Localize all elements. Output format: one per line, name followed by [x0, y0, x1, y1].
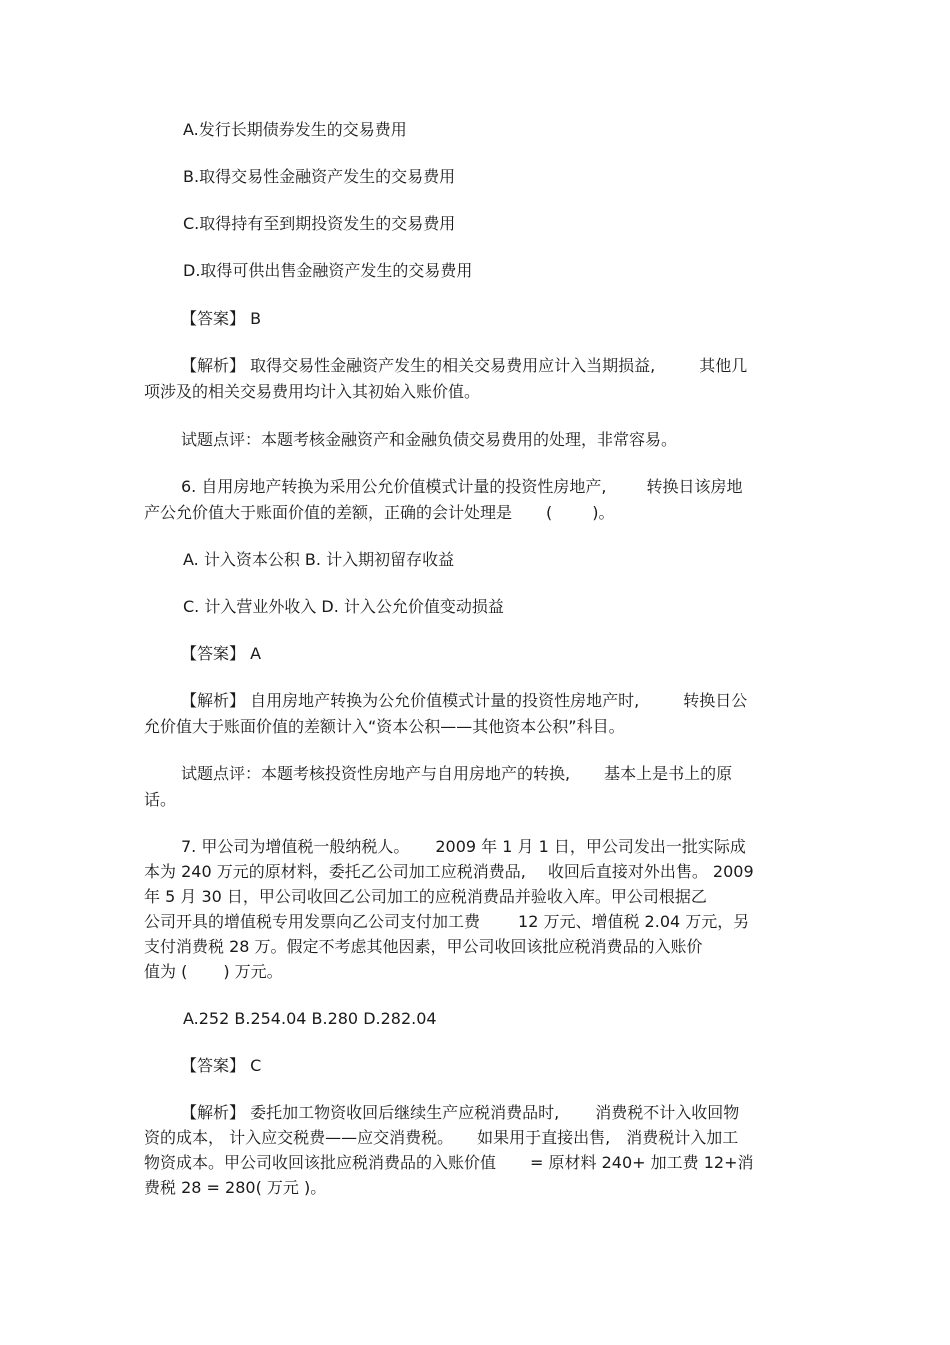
q6-analysis-line1	[181, 690, 747, 712]
q7-stem-line6b: ) 万元。	[223, 962, 283, 981]
q6-stem-line1a: 6. 自用房地产转换为采用公允价值模式计量的投资性房地产,	[181, 477, 607, 496]
q5-option-d: D.取得可供出售金融资产发生的交易费用	[183, 261, 473, 280]
q7-stem-line1a: 7. 甲公司为增值税一般纳税人。	[181, 837, 410, 856]
q7-stem-line1b: 2009 年 1 月 1 日，甲公司发出一批实际成	[435, 837, 746, 856]
q5-answer: 【答案】 B	[181, 309, 262, 328]
q5-option-b: B.取得交易性金融资产发生的交易费用	[183, 167, 456, 186]
q7-stem-line4	[144, 911, 749, 933]
q7-analysis-line4: 费税 28 = 280( 万元 )。	[144, 1178, 327, 1197]
q7-analysis-line2b: 如果用于直接出售,	[477, 1128, 611, 1147]
q6-stem-line1	[181, 476, 742, 498]
q7-stem-line6	[144, 961, 283, 983]
q7-answer: 【答案】 C	[181, 1056, 262, 1075]
q7-analysis-line3	[144, 1152, 753, 1174]
q7-analysis-line3b: = 原材料 240+ 加工费 12+消	[530, 1153, 754, 1172]
q5-comment: 试题点评：本题考核金融资产和金融负债交易费用的处理，非常容易。	[181, 430, 678, 449]
q7-analysis-line1a: 【解析】 委托加工物资收回后继续生产应税消费品时,	[181, 1103, 560, 1122]
q6-analysis-line1b: 转换日公	[683, 691, 748, 710]
q6-comment-line2: 话。	[144, 790, 177, 809]
q5-analysis	[181, 355, 747, 377]
q7-stem-line4b: 12 万元、增值税 2.04 万元，另	[518, 912, 750, 931]
q7-stem-line2a: 本为 240 万元的原材料，委托乙公司加工应税消费品,	[144, 862, 526, 881]
q7-analysis-line2	[144, 1127, 738, 1149]
q5-option-a: A.发行长期债券发生的交易费用	[183, 120, 407, 139]
q5-analysis-line1b: 其他几	[699, 356, 748, 375]
q7-stem-line1	[181, 836, 746, 858]
q6-analysis-line1a: 【解析】 自用房地产转换为公允价值模式计量的投资性房地产时,	[181, 691, 640, 710]
q7-analysis-line1	[181, 1102, 739, 1124]
q6-comment-line1b: 基本上是书上的原	[604, 764, 733, 783]
q7-stem-line2	[144, 861, 754, 883]
q7-stem-line5: 支付消费税 28 万。假定不考虑其他因素，甲公司收回该批应税消费品的入账价	[144, 937, 703, 956]
q6-analysis-line2: 允价值大于账面价值的差额计入“资本公积——其他资本公积”科目。	[144, 717, 625, 736]
q6-stem-paren-close: )。	[592, 503, 615, 522]
q7-stem-line2b: 收回后直接对外出售。 2009	[547, 862, 754, 881]
q7-options: A.252 B.254.04 B.280 D.282.04	[183, 1009, 437, 1028]
q7-analysis-line1b: 消费税不计入收回物	[595, 1103, 740, 1122]
q7-analysis-line2c: 消费税计入加工	[626, 1128, 739, 1147]
q7-analysis-line2a: 资的成本， 计入应交税费——应交消费税。	[144, 1128, 454, 1147]
q6-answer: 【答案】 A	[181, 644, 262, 663]
q6-stem-paren-open: (	[546, 503, 553, 522]
q6-comment-line1	[181, 763, 732, 785]
q5-analysis-line1a: 【解析】 取得交易性金融资产发生的相关交易费用应计入当期损益,	[181, 356, 656, 375]
q7-stem-line4a: 公司开具的增值税专用发票向乙公司支付加工费	[144, 912, 481, 931]
q5-option-c: C.取得持有至到期投资发生的交易费用	[183, 214, 456, 233]
q6-stem-line2	[144, 502, 615, 524]
q6-options-line2: C. 计入营业外收入 D. 计入公允价值变动损益	[183, 597, 504, 616]
q7-stem-line6a: 值为 (	[144, 962, 188, 981]
q6-options-line1: A. 计入资本公积 B. 计入期初留存收益	[183, 550, 455, 569]
q6-stem-line2a: 产公允价值大于账面价值的差额，正确的会计处理是	[144, 503, 513, 522]
q6-comment-line1a: 试题点评：本题考核投资性房地产与自用房地产的转换,	[181, 764, 571, 783]
q6-stem-line1b: 转换日该房地	[646, 477, 743, 496]
q7-analysis-line3a: 物资成本。甲公司收回该批应税消费品的入账价值	[144, 1153, 497, 1172]
q7-stem-line3: 年 5 月 30 日，甲公司收回乙公司加工的应税消费品并验收入库。甲公司根据乙	[144, 887, 707, 906]
q5-analysis-line2: 项涉及的相关交易费用均计入其初始入账价值。	[144, 382, 481, 401]
